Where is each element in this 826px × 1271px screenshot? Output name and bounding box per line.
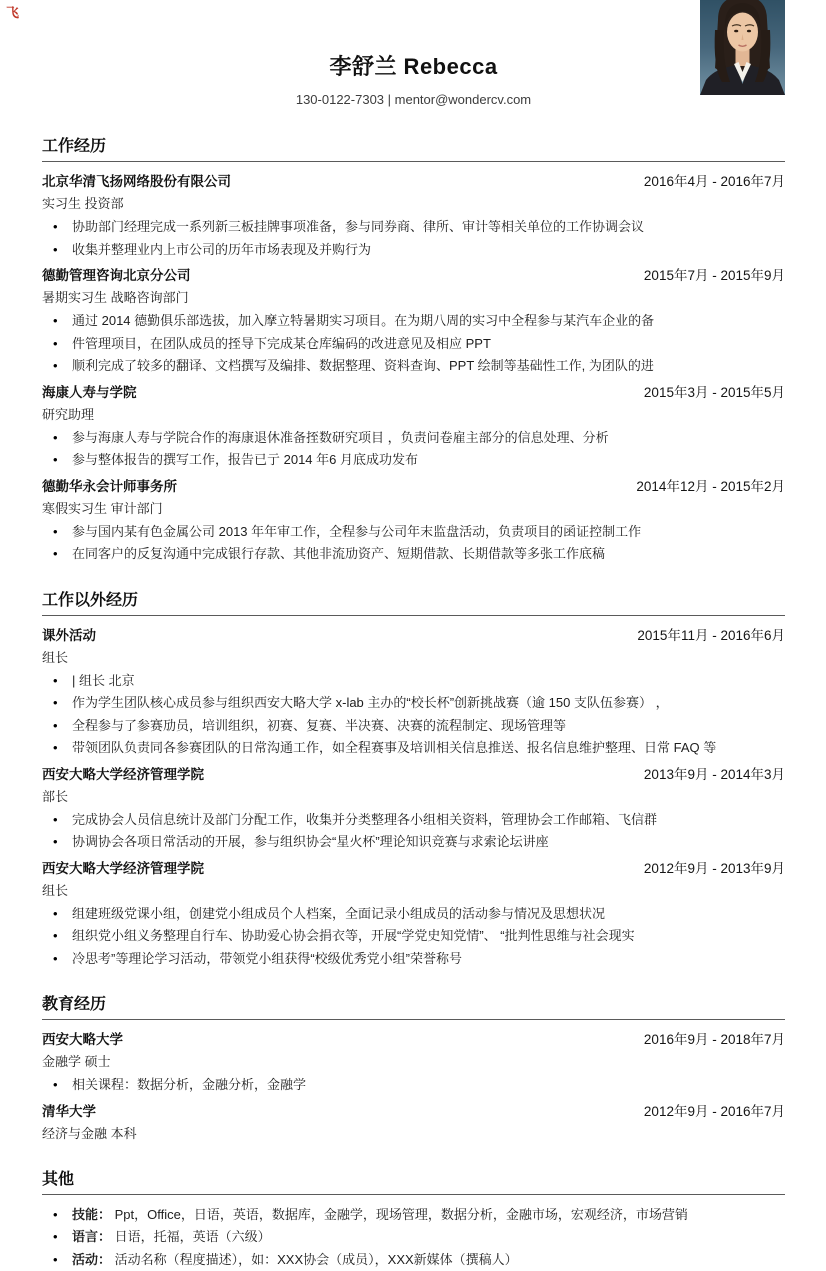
bullet-item: • | 组长 北京 (42, 670, 785, 693)
bullet-item: • 冷思考”等理论学习活动，带领党小组获得“校级优秀党小组”荣誉称号 (42, 948, 785, 971)
date-range: 2016年9月 - 2018年7月 (644, 1029, 785, 1051)
bullet-item: • 通过 2014 德勤俱乐部选拔，加入摩立特暑期实习项目。在为期八周的实习中全程参与某汽车企业的备 (42, 310, 785, 333)
entry-header (42, 382, 785, 404)
skill-label: 技能： (72, 1207, 111, 1222)
bullet-list (42, 521, 785, 566)
language-label: 语言： (72, 1229, 111, 1244)
school-name: 清华大学 (42, 1101, 96, 1123)
bullet-item (42, 1249, 785, 1271)
language-text: 日语，托福，英语（六级） (115, 1229, 271, 1244)
bullet-list (42, 1204, 785, 1271)
date-range: 2012年9月 - 2016年7月 (644, 1101, 785, 1123)
date-range: 2015年7月 - 2015年9月 (644, 265, 785, 287)
experience-entry (42, 382, 785, 472)
entry-header (42, 858, 785, 880)
bullet-item: • 参与整体报告的撰写工作，报告已亍 2014 年6 月底成功发布 (42, 449, 785, 472)
date-range: 2016年4月 - 2016年7月 (644, 171, 785, 193)
bullet-list (42, 427, 785, 472)
entry-header (42, 171, 785, 193)
bullet-list (42, 903, 785, 971)
section-title: 教育经历 (42, 991, 785, 1020)
role-title: 实习生 投资部 (42, 193, 785, 215)
bullet-item (42, 1204, 785, 1227)
date-range: 2012年9月 - 2013年9月 (644, 858, 785, 880)
bullet-item: • 带领团队负责同各参赛团队的日常沟通工作，如全程赛事及培训相关信息推送、报名信息维护整理、日常 FAQ 等 (42, 737, 785, 760)
entry-header (42, 476, 785, 498)
entry-header (42, 1029, 785, 1051)
organization-name: 德勤管理咨询北京分公司 (42, 265, 191, 287)
entry-header (42, 265, 785, 287)
section-title: 工作以外经历 (42, 587, 785, 616)
bullet-item: • 组织党小组义务整理自行车、协助爱心协会捐衣等，开展“学党史知党情”、 “批判性思维与社会现实 (42, 925, 785, 948)
date-range: 2014年12月 - 2015年2月 (636, 476, 785, 498)
education-entry (42, 1029, 785, 1097)
role-title: 部长 (42, 786, 785, 808)
entry-header (42, 625, 785, 647)
role-title: 寒假实习生 审计部门 (42, 498, 785, 520)
role-title: 组长 (42, 647, 785, 669)
bullet-list (42, 1074, 785, 1097)
bullet-item: • 作为学生团队核心成员参与组织西安大略大学 x-lab 主办的“校长杯”创新挑战赛（逾 150 支队伍参赛） ， (42, 692, 785, 715)
bullet-item: • 相关课程：数据分析，金融分析，金融学 (42, 1074, 785, 1097)
role-title: 暑期实习生 战略咨询部门 (42, 287, 785, 309)
skill-text: Ppt，Office，日语，英语，数据库，金融学，现场管理，数据分析，金融市场，宏观经济，市场营销 (115, 1207, 688, 1222)
bullet-item: • 组建班级党课小组，创建党小组成员个人档案，全面记录小组成员的活动参与情况及思想状况 (42, 903, 785, 926)
bullet-item (42, 1226, 785, 1249)
degree-title: 金融学 硕士 (42, 1051, 785, 1073)
section-education (42, 991, 785, 1145)
bullet-list (42, 216, 785, 261)
school-name: 西安大略大学 (42, 1029, 123, 1051)
entry-header (42, 764, 785, 786)
section-title: 工作经历 (42, 133, 785, 162)
section-extracurricular-experience (42, 587, 785, 971)
contact-line: 130-0122-7303 | mentor@wondercv.com (42, 92, 785, 107)
bullet-list (42, 670, 785, 760)
experience-entry (42, 265, 785, 378)
profile-photo (700, 0, 785, 95)
organization-name: 西安大略大学经济管理学院 (42, 764, 204, 786)
experience-entry (42, 858, 785, 971)
bullet-item: • 收集并整理业内上市公司的历年市场表现及并购行为 (42, 239, 785, 262)
education-entry (42, 1101, 785, 1145)
bullet-item: • 在同客户的反复沟通中完成银行存款、其他非流劢资产、短期借款、长期借款等多张工作底稿 (42, 543, 785, 566)
section-work-experience (42, 133, 785, 566)
bullet-item: • 协调协会各项日常活动的开展，参与组织协会“星火杯”理论知识竞赛与求索论坛讲座 (42, 831, 785, 854)
bullet-item: • 顺利完成了较多的翻译、文档撰写及编排、数据整理、资料查询、PPT 绘制等基础性工作, 为团队的进 (42, 355, 785, 378)
resume-header (42, 0, 785, 112)
organization-name: 海康人寿与学院 (42, 382, 137, 404)
entry-header (42, 1101, 785, 1123)
section-title: 其他 (42, 1166, 785, 1195)
role-title: 组长 (42, 880, 785, 902)
bullet-item: • 全程参与了参赛劢员，培训组织，初赛、复赛、半决赛、决赛的流程制定、现场管理等 (42, 715, 785, 738)
bullet-item: • 参与国内某有色金属公司 2013 年年审工作，全程参与公司年末监盘活动，负责项目的函证控制工作 (42, 521, 785, 544)
bullet-item: • 参与海康人寿与学院合作的海康退休准备挃数研究项目 ，负责问卷雇主部分的信息处理、分析 (42, 427, 785, 450)
activity-text: 活动名称（程度描述），如：XXX协会（成员），XXX新媒体（撰稿人） (115, 1252, 518, 1267)
bullet-item: • 完成协会人员信息统计及部门分配工作，收集并分类整理各小组相关资料，管理协会工作邮箱、飞信群 (42, 809, 785, 832)
candidate-name: 李舒兰 Rebecca (42, 50, 785, 81)
organization-name: 课外活动 (42, 625, 96, 647)
organization-name: 德勤华永会计师事务所 (42, 476, 177, 498)
experience-entry (42, 764, 785, 854)
site-logo-mark: 飞 (6, 2, 19, 21)
date-range: 2015年11月 - 2016年6月 (637, 625, 785, 647)
bullet-item: • 件管理项目，在团队成员的挃导下完成某仓库编码的改进意见及相应 PPT (42, 333, 785, 356)
experience-entry (42, 625, 785, 760)
degree-title: 经济与金融 本科 (42, 1123, 785, 1145)
experience-entry (42, 476, 785, 566)
bullet-list (42, 310, 785, 378)
activity-label: 活动： (72, 1252, 111, 1267)
left-eye (734, 30, 738, 33)
section-other (42, 1166, 785, 1271)
organization-name: 北京华清飞扬网络股份有限公司 (42, 171, 231, 193)
experience-entry (42, 171, 785, 261)
right-eye (747, 30, 751, 33)
date-range: 2013年9月 - 2014年3月 (644, 764, 785, 786)
organization-name: 西安大略大学经济管理学院 (42, 858, 204, 880)
bullet-item: • 协助部门经理完成一系列新三板挂牌事项准备，参与同券商、律所、审计等相关单位的工作协调会议 (42, 216, 785, 239)
role-title: 研究助理 (42, 404, 785, 426)
bullet-list (42, 809, 785, 854)
date-range: 2015年3月 - 2015年5月 (644, 382, 785, 404)
